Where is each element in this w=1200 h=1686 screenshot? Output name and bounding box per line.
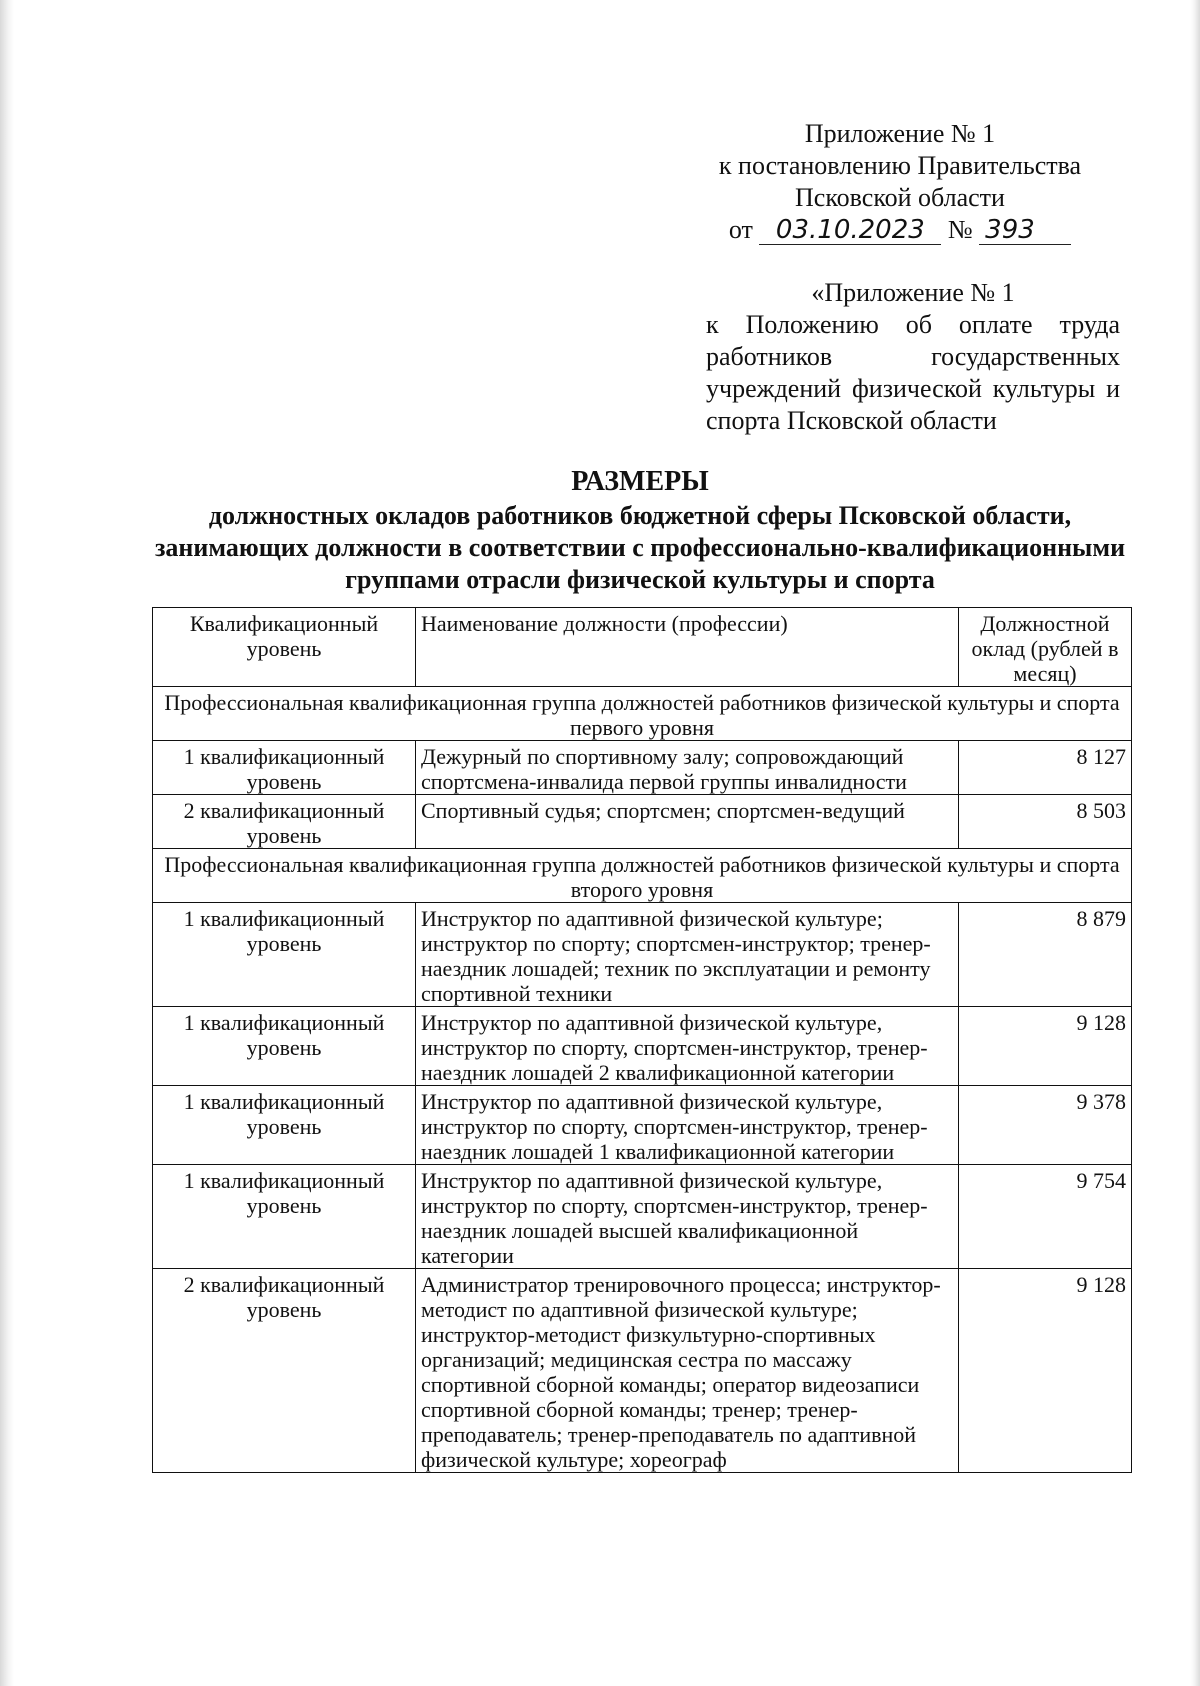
- row-salary: 9 128: [959, 1007, 1132, 1086]
- row-level: 1 квалификационный уровень: [153, 741, 416, 795]
- row-salary: 8 127: [959, 741, 1132, 795]
- row-level: 2 квалификационный уровень: [153, 1269, 416, 1473]
- row-name: Инструктор по адаптивной физической культуре; инструктор по спорту; спортсмен-инструктор; тренер-наездник лошадей; техник по эксплуатации и ремонту спортивной техники: [416, 903, 959, 1007]
- scan-edge-right: [1190, 0, 1200, 1686]
- approval-block: [690, 118, 1110, 246]
- header-name: Наименование должности (профессии): [416, 608, 959, 687]
- group2-title: Профессиональная квалификационная группа должностей работников физической культуры и спорта второго уровня: [153, 849, 1132, 903]
- number-prefix: №: [947, 215, 973, 244]
- table-row: [153, 1086, 1132, 1165]
- group-row: [153, 687, 1132, 741]
- document-title: [150, 466, 1130, 596]
- row-level: 1 квалификационный уровень: [153, 1086, 416, 1165]
- title-main: РАЗМЕРЫ: [571, 466, 709, 497]
- row-salary: 9 378: [959, 1086, 1132, 1165]
- handwritten-date: 03.10.2023: [759, 216, 941, 245]
- salary-table: [152, 607, 1132, 1473]
- row-salary: 9 754: [959, 1165, 1132, 1269]
- table-row: [153, 795, 1132, 849]
- table-row: [153, 903, 1132, 1007]
- approval-line3: Псковской области: [795, 183, 1005, 212]
- row-name: Дежурный по спортивному залу; сопровождающий спортсмена-инвалида первой группы инвалидности: [416, 741, 959, 795]
- group1-title: Профессиональная квалификационная группа должностей работников физической культуры и спорта первого уровня: [153, 687, 1132, 741]
- table-row: [153, 1007, 1132, 1086]
- row-salary: 8 879: [959, 903, 1132, 1007]
- table-row: [153, 1165, 1132, 1269]
- scan-edge-left: [0, 0, 14, 1686]
- approval-date-line: [690, 214, 1110, 246]
- annex-line1: «Приложение № 1: [811, 278, 1015, 307]
- row-salary: 8 503: [959, 795, 1132, 849]
- row-level: 2 квалификационный уровень: [153, 795, 416, 849]
- row-name: Инструктор по адаптивной физической культуре, инструктор по спорту, спортсмен-инструктор, тренер-наездник лошадей 1 квалификационной категории: [416, 1086, 959, 1165]
- table-header-row: [153, 608, 1132, 687]
- annex-block: [706, 277, 1120, 437]
- approval-line1: Приложение № 1: [804, 119, 996, 148]
- annex-body: к Положению об оплате труда работников государственных учреждений физической культуры и спорта Псковской области: [706, 310, 1120, 435]
- header-salary: Должностной оклад (рублей в месяц): [959, 608, 1132, 687]
- date-prefix: от: [728, 215, 753, 244]
- approval-line2: к постановлению Правительства: [718, 151, 1082, 180]
- row-name: Спортивный судья; спортсмен; спортсмен-ведущий: [416, 795, 959, 849]
- row-salary: 9 128: [959, 1269, 1132, 1473]
- row-name: Администратор тренировочного процесса; инструктор-методист по адаптивной физической культуре; инструктор-методист физкультурно-спортивных организаций; медицинская сестра по массажу спортивной сборной команды; оператор видеозаписи спортивной сборной команды; тренер; тренер-преподаватель; тренер-преподаватель по адаптивной физической культуре; хореограф: [416, 1269, 959, 1473]
- handwritten-number: 393: [979, 216, 1071, 245]
- table-row: [153, 1269, 1132, 1473]
- table-row: [153, 741, 1132, 795]
- row-level: 1 квалификационный уровень: [153, 903, 416, 1007]
- row-level: 1 квалификационный уровень: [153, 1165, 416, 1269]
- header-level: Квалификационный уровень: [153, 608, 416, 687]
- row-name: Инструктор по адаптивной физической культуре, инструктор по спорту, спортсмен-инструктор, тренер-наездник лошадей высшей квалификационной категории: [416, 1165, 959, 1269]
- row-name: Инструктор по адаптивной физической культуре, инструктор по спорту, спортсмен-инструктор, тренер-наездник лошадей 2 квалификационной категории: [416, 1007, 959, 1086]
- group-row: [153, 849, 1132, 903]
- title-subtitle: должностных окладов работников бюджетной сферы Псковской области, занимающих должности в соответствии с профессионально-квалификационными группами отрасли физической культуры и спорта: [154, 501, 1126, 594]
- row-level: 1 квалификационный уровень: [153, 1007, 416, 1086]
